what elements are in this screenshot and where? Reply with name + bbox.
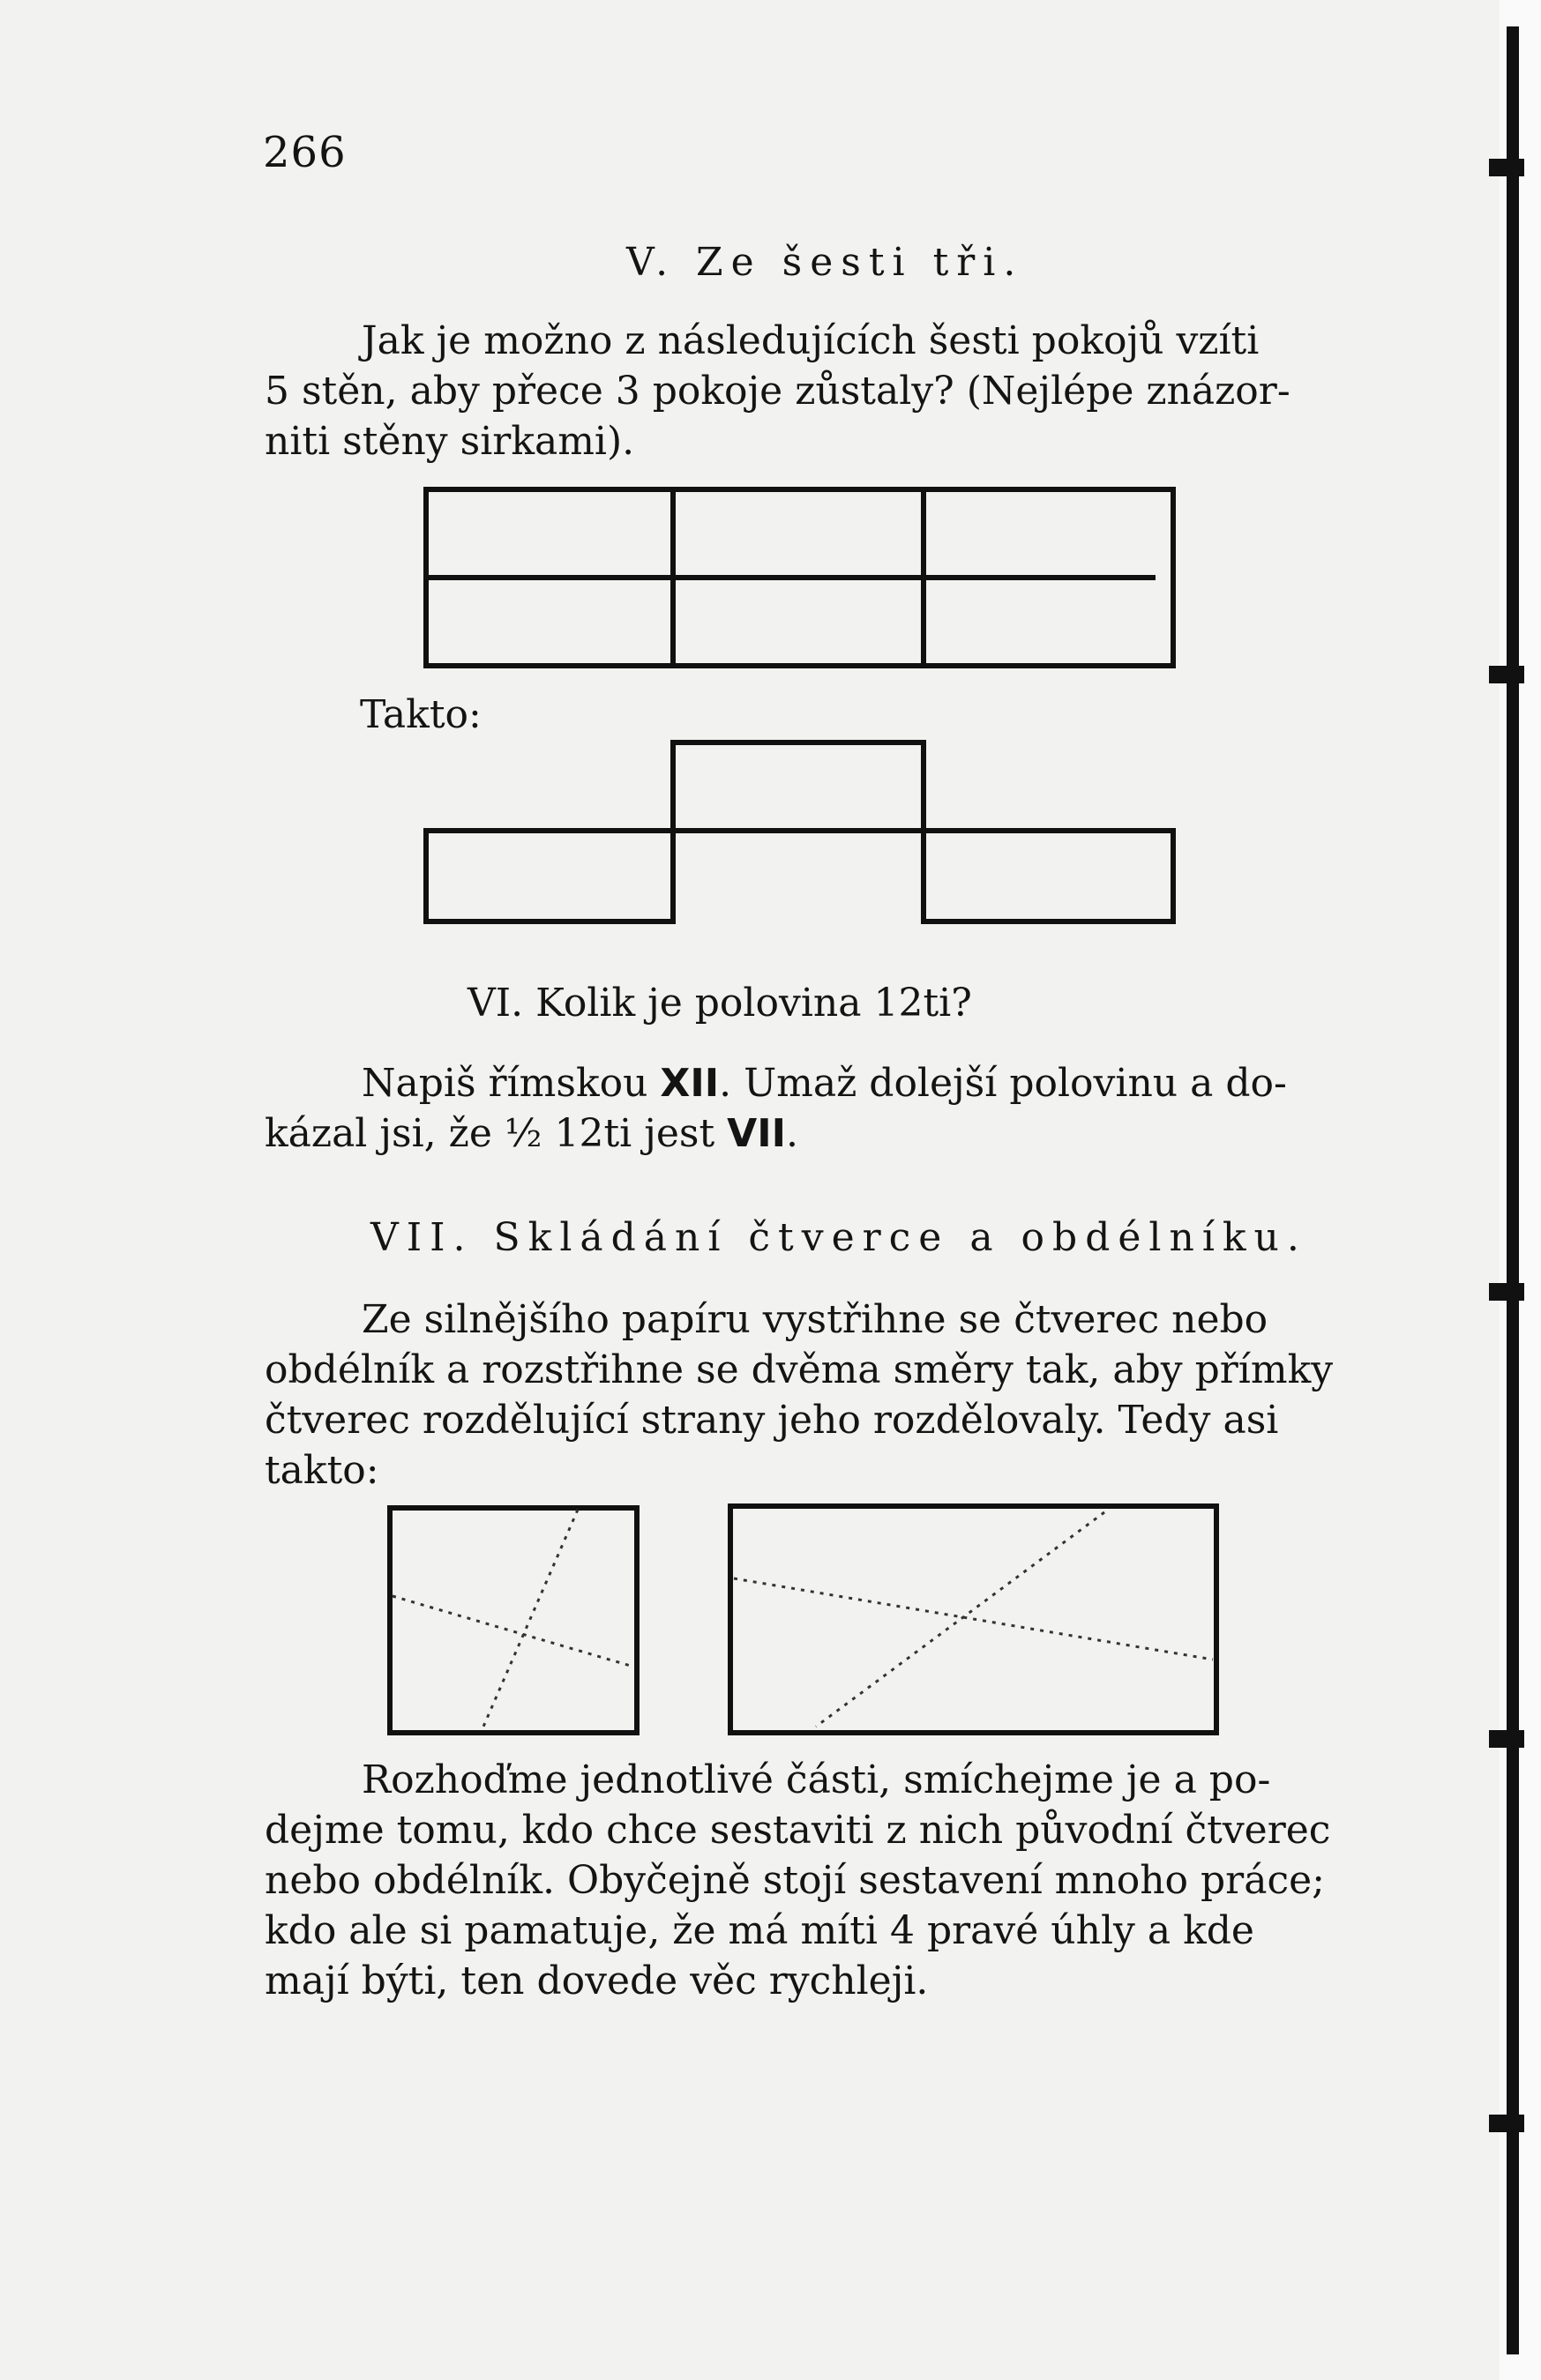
cut-line — [483, 1510, 578, 1727]
text-line: čtverec rozdělující strany jeho rozdělovaly. Tedy asi — [265, 1398, 1279, 1443]
section-7-heading: VII. Skládání čtverce a obdélníku. — [370, 1215, 1307, 1260]
solution-label: Takto: — [360, 692, 482, 737]
text-line: dejme tomu, kdo chce sestaviti z nich původní čtverec — [265, 1808, 1331, 1853]
text-line: Jak je možno z následujících šesti pokojů vzíti — [362, 318, 1260, 363]
text-span: . Umaž dolejší polovinu a do- — [719, 1061, 1287, 1106]
text-line: 5 stěn, aby přece 3 pokoje zůstaly? (Nejlépe znázor- — [265, 369, 1290, 414]
text-span: kázal jsi, že — [265, 1111, 505, 1156]
section-5-heading: V. Ze šesti tři. — [626, 240, 1024, 285]
cut-line — [816, 1512, 1104, 1727]
text-span: Napiš římskou — [362, 1061, 661, 1106]
text-line: mají býti, ten dovede věc rychleji. — [265, 1958, 929, 2003]
text-line: niti stěny sirkami). — [265, 419, 635, 464]
cut-line — [393, 1596, 633, 1667]
cut-line — [734, 1578, 1213, 1660]
text-line: kdo ale si pamatuje, že má míti 4 pravé úhly a kde — [265, 1908, 1254, 1953]
text-line: Rozhoďme jednotlivé části, smíchejme je a po- — [362, 1757, 1271, 1802]
roman-numeral-xii: XII — [660, 1061, 720, 1106]
text-span: . — [785, 1111, 798, 1156]
closing-paragraph — [265, 1755, 1343, 2006]
text-line: nebo obdélník. Obyčejně stojí sestavení mnoho práce; — [265, 1858, 1325, 1903]
roman-numeral-vii: VII — [727, 1111, 786, 1156]
text-line: obdélník a rozstřihne se dvěma směry tak, aby přímky — [265, 1347, 1334, 1392]
page-number: 266 — [263, 128, 347, 177]
section-6-heading: VI. Kolik je polovina 12ti? — [468, 981, 972, 1026]
text-line: takto: — [265, 1448, 379, 1493]
text-span: 12ti jest — [542, 1111, 728, 1156]
square-figure — [388, 1505, 640, 1735]
fraction-half: ½ — [504, 1111, 542, 1156]
text-line: Ze silnějšího papíru vystřihne se čtverec nebo — [362, 1297, 1268, 1342]
